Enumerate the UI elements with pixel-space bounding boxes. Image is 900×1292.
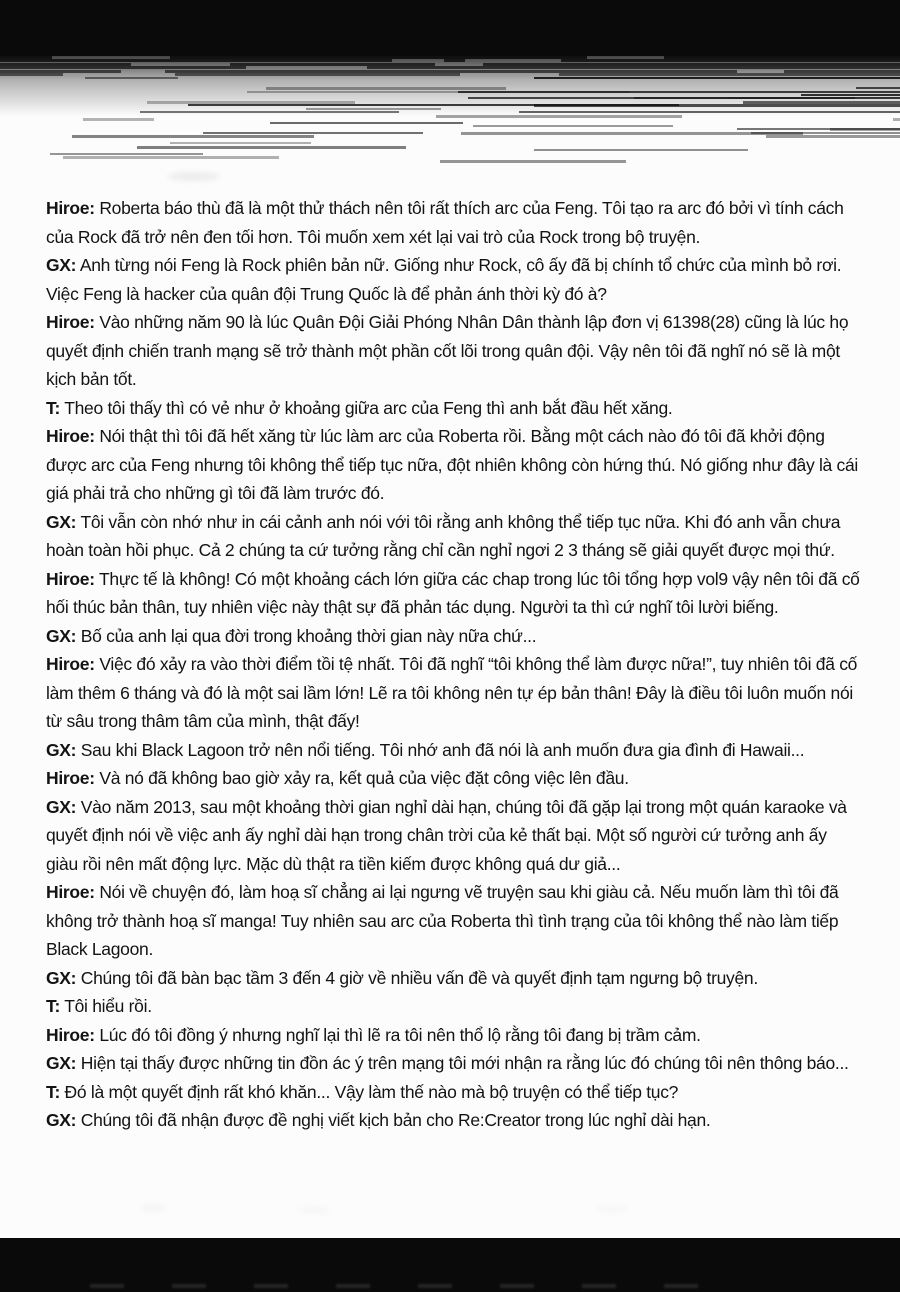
speed-line	[534, 77, 900, 79]
dialogue-text: Việc đó xảy ra vào thời điểm tồi tệ nhất. Tôi đã nghĩ “tôi không thể làm được nữa!”, tuy nhiên tôi đã cố làm thêm 6 tháng và đó là một sai lầm lớn! Lẽ ra tôi không nên tự ép bản thân! Đây là điều tôi luôn muốn nói từ sâu trong thâm tâm của mình, thật đấy!	[46, 654, 858, 731]
speed-line	[436, 115, 682, 118]
dialogue-entry	[46, 508, 860, 565]
speed-line	[440, 160, 626, 163]
dialogue-entry	[46, 1049, 860, 1078]
dialogue-text: Và nó đã không bao giờ xảy ra, kết quả của việc đặt công việc lên đầu.	[94, 768, 629, 788]
speaker-label: Hiroe:	[46, 1024, 95, 1045]
speed-line	[306, 108, 441, 110]
speaker-label: GX:	[46, 625, 77, 646]
dialogue-text: Nói thật thì tôi đã hết xăng từ lúc làm arc của Roberta rồi. Bằng một cách nào đó tôi đã khởi động được arc của Feng nhưng tôi không thể tiếp tục nữa, đột nhiên không còn hứng thú. Nó giống như đây là cái giá phải trả cho những gì tôi đã làm trước đó.	[46, 426, 859, 503]
speed-line	[0, 66, 900, 69]
speed-line	[801, 94, 900, 96]
speed-line	[893, 118, 900, 121]
speed-line	[392, 59, 444, 62]
speaker-label: GX:	[46, 1053, 77, 1073]
speed-line	[534, 104, 900, 107]
dialogue-text: Đó là một quyết định rất khó khăn... Vậy làm thế nào mà bộ truyện có thể tiếp tục?	[59, 1081, 679, 1102]
speed-line	[766, 135, 900, 138]
speed-line	[473, 125, 673, 127]
dialogue-entry	[46, 1021, 860, 1050]
speaker-label: Hiroe:	[46, 568, 95, 589]
speed-line	[830, 128, 900, 131]
dialogue-text: Chúng tôi đã nhận được đề nghị viết kịch bản cho Re:Creator trong lúc nghỉ dài hạn.	[76, 1110, 711, 1130]
dialogue-text: Anh từng nói Feng là Rock phiên bản nữ. Giống như Rock, cô ấy đã bị chính tổ chức của mình bỏ rơi. Việc Feng là hacker của quân đội Trung Quốc là để phản ánh thời kỳ đó à?	[46, 255, 842, 304]
dialogue-entry	[46, 793, 860, 879]
speed-lines	[0, 56, 900, 166]
speaker-label: GX:	[46, 255, 77, 275]
dialogue-text: Hiện tại thấy được những tin đồn ác ý trên mạng tôi mới nhận ra rằng lúc đó chúng tôi nên thông báo...	[76, 1053, 849, 1073]
scan-smudge	[595, 1206, 629, 1212]
dialogue-entry	[46, 878, 860, 964]
dialogue-entry	[46, 1106, 860, 1135]
scan-smudge	[140, 1205, 166, 1211]
speaker-label: Hiroe:	[46, 882, 95, 902]
dialogue-text: Roberta báo thù đã là một thử thách nên tôi rất thích arc của Feng. Tôi tạo ra arc đó bởi vì tính cách của Rock đã trở nên đen tối hơn. Tôi muốn xem xét lại vai trò của Rock trong bộ truyện.	[46, 198, 844, 247]
speaker-label: GX:	[46, 511, 77, 532]
dialogue-entry	[46, 964, 860, 993]
speed-line	[460, 73, 559, 76]
dialogue-text: Vào những năm 90 là lúc Quân Đội Giải Phóng Nhân Dân thành lập đơn vị 61398(28) cũng là lúc họ quyết định chiến tranh mạng sẽ trở thành một phần cốt lõi trong quân đội. Vậy nên tôi đã nghĩ nó sẽ là một kịch bản tốt.	[46, 312, 849, 389]
speed-line	[270, 122, 463, 124]
dialogue-text: Chúng tôi đã bàn bạc tầm 3 đến 4 giờ về nhiều vấn đề và quyết định tạm ngưng bộ truyện.	[76, 967, 758, 988]
dialogue-entry	[46, 622, 860, 651]
dialogue-entry	[46, 394, 860, 423]
speed-line	[63, 156, 279, 159]
dialogue-entry	[46, 650, 860, 736]
speed-line	[85, 77, 178, 79]
speaker-label: GX:	[46, 739, 77, 760]
speaker-label: T:	[46, 996, 60, 1016]
speed-line	[266, 87, 506, 90]
speaker-label: Hiroe:	[46, 426, 95, 446]
dialogue-entry	[46, 565, 860, 622]
dialogue-text: Sau khi Black Lagoon trở nên nổi tiếng. Tôi nhớ anh đã nói là anh muốn đưa gia đình đi Hawaii...	[76, 739, 805, 760]
speed-line	[203, 132, 423, 134]
speed-line	[751, 132, 900, 134]
speed-line	[249, 66, 367, 69]
dialogue-text: Tôi hiểu rồi.	[59, 996, 152, 1016]
interview-text	[46, 194, 860, 1135]
top-border-band	[0, 0, 900, 56]
speaker-label: GX:	[46, 796, 77, 817]
dialogue-entry	[46, 194, 860, 251]
speaker-label: Hiroe:	[46, 312, 95, 332]
dialogue-text: Theo tôi thấy thì có vẻ như ở khoảng giữa arc của Feng thì anh bắt đầu hết xăng.	[59, 397, 673, 418]
speed-line	[0, 59, 900, 62]
speed-line	[856, 87, 900, 89]
speed-line	[63, 73, 175, 76]
speed-line	[50, 153, 203, 155]
dialogue-entry	[46, 736, 860, 765]
speaker-label: T:	[46, 397, 60, 418]
speed-line	[519, 111, 900, 113]
dialogue-text: Nói về chuyện đó, làm hoạ sĩ chẳng ai lại ngưng vẽ truyện sau khi giàu cả. Nếu muốn làm thì tôi đã không trở thành hoạ sĩ manga! Tuy nhiên sau arc của Roberta thì tình trạng của tôi không thể nào làm tiếp Black Lagoon.	[46, 882, 839, 959]
speed-line	[170, 142, 311, 144]
dialogue-entry	[46, 308, 860, 394]
speed-line	[140, 111, 399, 113]
scan-smudge	[300, 1207, 330, 1213]
speed-line	[465, 59, 561, 62]
speed-line	[137, 146, 406, 149]
speed-line	[83, 118, 154, 121]
speaker-label: Hiroe:	[46, 768, 95, 788]
speaker-label: GX:	[46, 967, 77, 988]
dialogue-entry	[46, 992, 860, 1021]
speed-line	[458, 91, 900, 93]
dialogue-text: Lúc đó tôi đồng ý nhưng nghĩ lại thì lẽ ra tôi nên thổ lộ rằng tôi đang bị trầm cảm.	[94, 1024, 701, 1045]
speed-line	[534, 149, 748, 151]
scan-artifact-marks	[90, 1284, 730, 1288]
dialogue-text: Thực tế là không! Có một khoảng cách lớn giữa các chap trong lúc tôi tổng hợp vol9 vậy nên tôi đã cố hối thúc bản thân, tuy nhiên việc này thật sự đã phản tác dụng. Người ta thì cứ nghĩ tôi lười biếng.	[46, 568, 860, 617]
dialogue-entry	[46, 764, 860, 793]
speaker-label: Hiroe:	[46, 654, 95, 674]
speed-line	[72, 135, 314, 138]
dialogue-entry	[46, 1078, 860, 1107]
speaker-label: Hiroe:	[46, 198, 95, 218]
speaker-label: T:	[46, 1081, 60, 1102]
dialogue-text: Vào năm 2013, sau một khoảng thời gian nghỉ dài hạn, chúng tôi đã gặp lại trong một quán karaoke và quyết định nói về việc anh ấy nghỉ dài hạn trong chân trời của kẻ thất bại. Một số người cứ tưởng anh ấy giàu rồi nên mất động lực. Mặc dù thật ra tiền kiếm được không quá dư giả...	[46, 796, 847, 874]
speaker-label: GX:	[46, 1110, 77, 1130]
speed-line	[468, 97, 900, 99]
dialogue-entry	[46, 251, 860, 308]
dialogue-entry	[46, 422, 860, 508]
dialogue-text: Tôi vẫn còn nhớ như in cái cảnh anh nói với tôi rằng anh không thể tiếp tục nữa. Khi đó anh vẫn chưa hoàn toàn hồi phục. Cả 2 chúng ta cứ tưởng rằng chỉ cần nghỉ ngơi 2 3 tháng sẽ giải quyết được mọi thứ.	[46, 511, 841, 560]
scan-smudge	[168, 172, 220, 181]
dialogue-text: Bố của anh lại qua đời trong khoảng thời gian này nữa chứ...	[76, 625, 537, 646]
